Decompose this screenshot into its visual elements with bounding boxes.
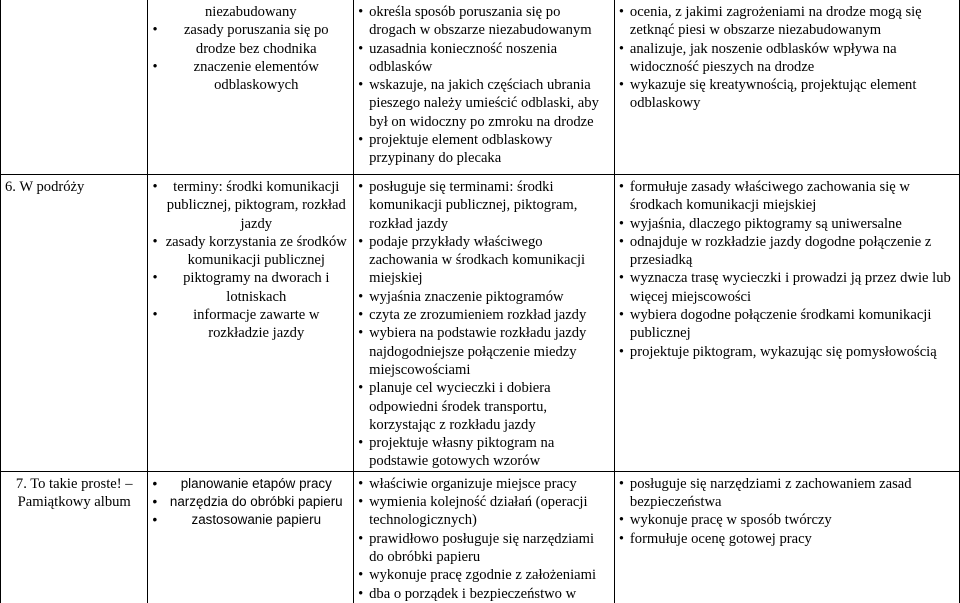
- list-item: • wykonuje pracę w sposób twórczy: [619, 511, 955, 529]
- list-item: • projektuje własny piktogram na podstawie gotowych wzorów: [358, 434, 610, 471]
- lesson-cell: [1, 471, 148, 603]
- list-item: • czyta ze zrozumieniem rozkład jazdy: [358, 306, 610, 324]
- list-item: • formułuje zasady właściwego zachowania się w środkach komunikacji miejskiej: [619, 178, 955, 215]
- extended-requirements-cell: [614, 175, 959, 472]
- lesson-cell: [1, 0, 148, 175]
- list-item: • projektuje piktogram, wykazując się pomysłowością: [619, 343, 955, 361]
- lesson-cell: [1, 175, 148, 472]
- list-item: • podaje przykłady właściwego zachowania w środkach komunikacji miejskiej: [358, 233, 610, 288]
- list-item: • uzasadnia konieczność noszenia odblasków: [358, 40, 610, 77]
- table-row: [1, 471, 960, 603]
- list-item: • projektuje element odblaskowy przypinany do plecaka: [358, 131, 610, 168]
- basic-list: [358, 178, 610, 471]
- content-cell: [148, 0, 354, 175]
- extended-list: [619, 178, 955, 361]
- list-item: • wymienia kolejność działań (operacji technologicznych): [358, 493, 610, 530]
- lesson-title: 7. To takie proste! – Pamiątkowy album: [15, 475, 133, 511]
- list-item: • wykazuje się kreatywnością, projektując element odblaskowy: [619, 76, 955, 113]
- basic-requirements-cell: [354, 0, 615, 175]
- list-item: • formułuje ocenę gotowej pracy: [619, 530, 955, 548]
- content-list: [152, 475, 349, 530]
- list-item: • właściwie organizuje miejsce pracy: [358, 475, 610, 493]
- list-item: • odnajduje w rozkładzie jazdy dogodne połączenie z przesiadką: [619, 233, 955, 270]
- list-item: • wskazuje, na jakich częściach ubrania pieszego należy umieścić odblaski, aby był on widoczny po zmroku na drodze: [358, 76, 610, 131]
- basic-requirements-cell: [354, 175, 615, 472]
- list-item: • analizuje, jak noszenie odblasków wpływa na widoczność pieszych na drodze: [619, 40, 955, 77]
- list-item: • wyjaśnia, dlaczego piktogramy są uniwersalne: [619, 215, 955, 233]
- content-cell: [148, 471, 354, 603]
- basic-list: [358, 475, 610, 603]
- list-item: • wyjaśnia znaczenie piktogramów: [358, 288, 610, 306]
- list-item: • zastosowanie papieru: [152, 511, 349, 529]
- list-item: • posługuje się terminami: środki komunikacji publicznej, piktogram, rozkład jazdy: [358, 178, 610, 233]
- list-item: • określa sposób poruszania się po drogach w obszarze niezabudowanym: [358, 3, 610, 40]
- list-item: • wybiera dogodne połączenie środkami komunikacji publicznej: [619, 306, 955, 343]
- list-item: • wykonuje pracę zgodnie z założeniami: [358, 566, 610, 584]
- extended-requirements-cell: [614, 0, 959, 175]
- list-item: • ocenia, z jakimi zagrożeniami na drodze mogą się zetknąć piesi w obszarze niezabudowanym: [619, 3, 955, 40]
- list-item: • prawidłowo posługuje się narzędziami do obróbki papieru: [358, 530, 610, 567]
- lesson-title: 6. W podróży: [5, 179, 85, 195]
- list-item: • wyznacza trasę wycieczki i prowadzi ją przez dwie lub więcej miejscowości: [619, 269, 955, 306]
- list-item: • znaczenie elementów odblaskowych: [152, 58, 349, 95]
- table-row: [1, 175, 960, 472]
- extended-list: [619, 3, 955, 113]
- content-list: [152, 21, 349, 94]
- list-item: • planowanie etapów pracy: [152, 475, 349, 493]
- table-row: [1, 0, 960, 175]
- list-item: • posługuje się narzędziami z zachowaniem zasad bezpieczeństwa: [619, 475, 955, 512]
- list-item: • planuje cel wycieczki i dobiera odpowiedni środek transportu, korzystając z rozkładu jazdy: [358, 379, 610, 434]
- content-list: [152, 178, 349, 343]
- list-item: • zasady korzystania ze środków komunikacji publicznej: [152, 233, 349, 270]
- list-item: • piktogramy na dworach i lotniskach: [152, 269, 349, 306]
- list-item: • wybiera na podstawie rozkładu jazdy najdogodniejsze połączenie miedzy miejscowościami: [358, 324, 610, 379]
- extended-requirements-cell: [614, 471, 959, 603]
- content-cell: [148, 175, 354, 472]
- extended-list: [619, 475, 955, 548]
- list-item: • terminy: środki komunikacji publicznej, piktogram, rozkład jazdy: [152, 178, 349, 233]
- list-item: • zasady poruszania się po drodze bez chodnika: [152, 21, 349, 58]
- basic-requirements-cell: [354, 471, 615, 603]
- list-item: • informacje zawarte w rozkładzie jazdy: [152, 306, 349, 343]
- content-continuation: niezabudowany: [204, 4, 297, 20]
- list-item: • narzędzia do obróbki papieru: [152, 493, 349, 511]
- list-item: • dba o porządek i bezpieczeństwo w: [358, 585, 610, 603]
- basic-list: [358, 3, 610, 168]
